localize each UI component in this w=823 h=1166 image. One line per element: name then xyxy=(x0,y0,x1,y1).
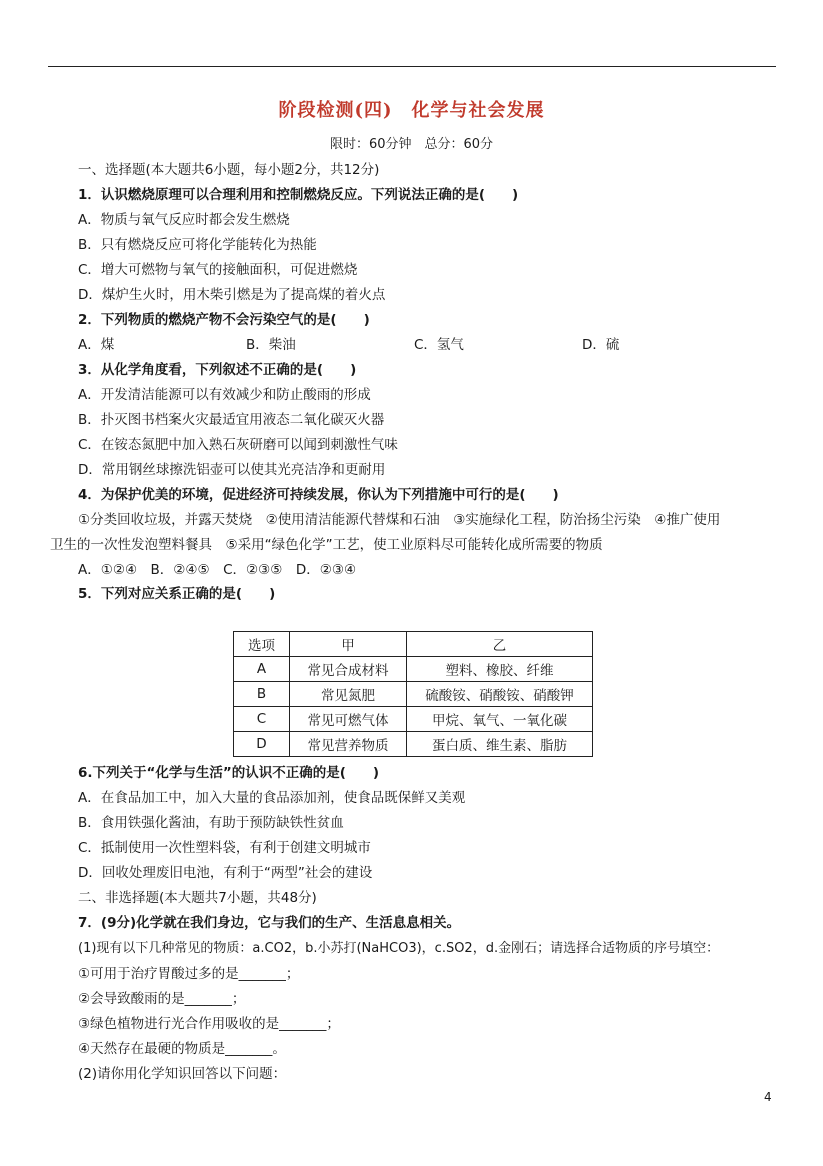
q3-option-b: B．扑灭图书档案火灾最适宜用液态二氧化碳灭火器 xyxy=(78,412,385,428)
q4-statements-line1: ①分类回收垃圾，并露天焚烧 ②使用清洁能源代替煤和石油 ③实施绿化工程，防治扬尘污染 ④推广使用 xyxy=(78,512,721,528)
table-cell: 常见可燃气体 xyxy=(290,707,407,732)
q7-item-3: ③绿色植物进行光合作用吸收的是_______； xyxy=(78,1016,340,1032)
q6-stem: 6.下列关于“化学与生活”的认识不正确的是( ) xyxy=(78,765,380,781)
q4-options: A．①②④ B．②④⑤ C．②③⑤ D．②③④ xyxy=(78,562,357,578)
q2-option-c: C．氢气 xyxy=(414,337,464,353)
table-cell: 蛋白质、维生素、脂肪 xyxy=(407,732,593,757)
q3-option-d: D．常用钢丝球擦洗铝壶可以使其光亮洁净和更耐用 xyxy=(78,462,386,478)
q6-option-c: C．抵制使用一次性塑料袋，有利于创建文明城市 xyxy=(78,840,371,856)
table-cell: B xyxy=(234,682,290,707)
table-cell: 常见营养物质 xyxy=(290,732,407,757)
table-row xyxy=(234,707,593,732)
table-row xyxy=(234,682,593,707)
table-cell: 常见合成材料 xyxy=(290,657,407,682)
q5-table xyxy=(233,631,593,757)
q1-stem: 1．认识燃烧原理可以合理利用和控制燃烧反应。下列说法正确的是( ) xyxy=(78,187,519,203)
q2-options xyxy=(78,335,750,355)
q3-stem: 3．从化学角度看，下列叙述不正确的是( ) xyxy=(78,362,357,378)
q1-option-c: C．增大可燃物与氧气的接触面积，可促进燃烧 xyxy=(78,262,358,278)
q6-option-b: B．食用铁强化酱油，有助于预防缺铁性贫血 xyxy=(78,815,344,831)
page-subtitle: 限时：60分钟 总分：60分 xyxy=(329,137,494,152)
q2-option-d: D．硫 xyxy=(582,337,620,353)
table-cell: 塑料、橡胶、纤维 xyxy=(407,657,593,682)
table-cell: 硫酸铵、硝酸铵、硝酸钾 xyxy=(407,682,593,707)
q4-stem: 4．为保护优美的环境，促进经济可持续发展，你认为下列措施中可行的是( ) xyxy=(78,487,559,503)
q3-option-a: A．开发清洁能源可以有效减少和防止酸雨的形成 xyxy=(78,387,371,403)
table-cell: 甲烷、氧气、一氧化碳 xyxy=(407,707,593,732)
table-header-cell: 乙 xyxy=(407,632,593,657)
q7-stem: 7．(9分)化学就在我们身边，它与我们的生产、生活息息相关。 xyxy=(78,915,461,931)
q7-item-4: ④天然存在最硬的物质是_______。 xyxy=(78,1041,286,1057)
header-rule xyxy=(48,66,776,67)
q7-item-1: ①可用于治疗胃酸过多的是_______； xyxy=(78,966,300,982)
q1-option-a: A．物质与氧气反应时都会发生燃烧 xyxy=(78,212,290,228)
section2-heading: 二、非选择题(本大题共7小题，共48分) xyxy=(78,890,317,906)
table-row xyxy=(234,732,593,757)
table-header-row xyxy=(234,632,593,657)
table-cell: A xyxy=(234,657,290,682)
q7-part1: (1)现有以下几种常见的物质：a.CO2，b.小苏打(NaHCO3)，c.SO2，d.金刚石；请选择合适物质的序号填空： xyxy=(78,941,720,956)
table-row xyxy=(234,657,593,682)
section1-heading: 一、选择题(本大题共6小题，每小题2分，共12分) xyxy=(78,162,380,178)
q4-statements-line2: 卫生的一次性发泡塑料餐具 ⑤采用“绿色化学”工艺，使工业原料尽可能转化成所需要的物质 xyxy=(50,537,603,553)
page-title: 阶段检测(四) 化学与社会发展 xyxy=(278,100,545,121)
q6-option-a: A．在食品加工中，加入大量的食品添加剂，使食品既保鲜又美观 xyxy=(78,790,466,806)
q6-option-d: D．回收处理废旧电池，有利于“两型”社会的建设 xyxy=(78,865,373,881)
q2-stem: 2．下列物质的燃烧产物不会污染空气的是( ) xyxy=(78,312,370,328)
q3-option-c: C．在铵态氮肥中加入熟石灰研磨可以闻到刺激性气味 xyxy=(78,437,398,453)
table-cell: 常见氮肥 xyxy=(290,682,407,707)
q1-option-b: B．只有燃烧反应可将化学能转化为热能 xyxy=(78,237,317,253)
q7-part2: (2)请你用化学知识回答以下问题： xyxy=(78,1066,287,1082)
page-number: 4 xyxy=(764,1090,772,1104)
q2-option-b: B．柴油 xyxy=(246,337,296,353)
table-header-cell: 甲 xyxy=(290,632,407,657)
q5-stem: 5．下列对应关系正确的是( ) xyxy=(78,586,276,602)
q2-option-a: A．煤 xyxy=(78,337,115,353)
table-cell: D xyxy=(234,732,290,757)
table-cell: C xyxy=(234,707,290,732)
q1-option-d: D．煤炉生火时，用木柴引燃是为了提高煤的着火点 xyxy=(78,287,386,303)
q7-item-2: ②会导致酸雨的是_______； xyxy=(78,991,246,1007)
table-header-cell: 选项 xyxy=(234,632,290,657)
